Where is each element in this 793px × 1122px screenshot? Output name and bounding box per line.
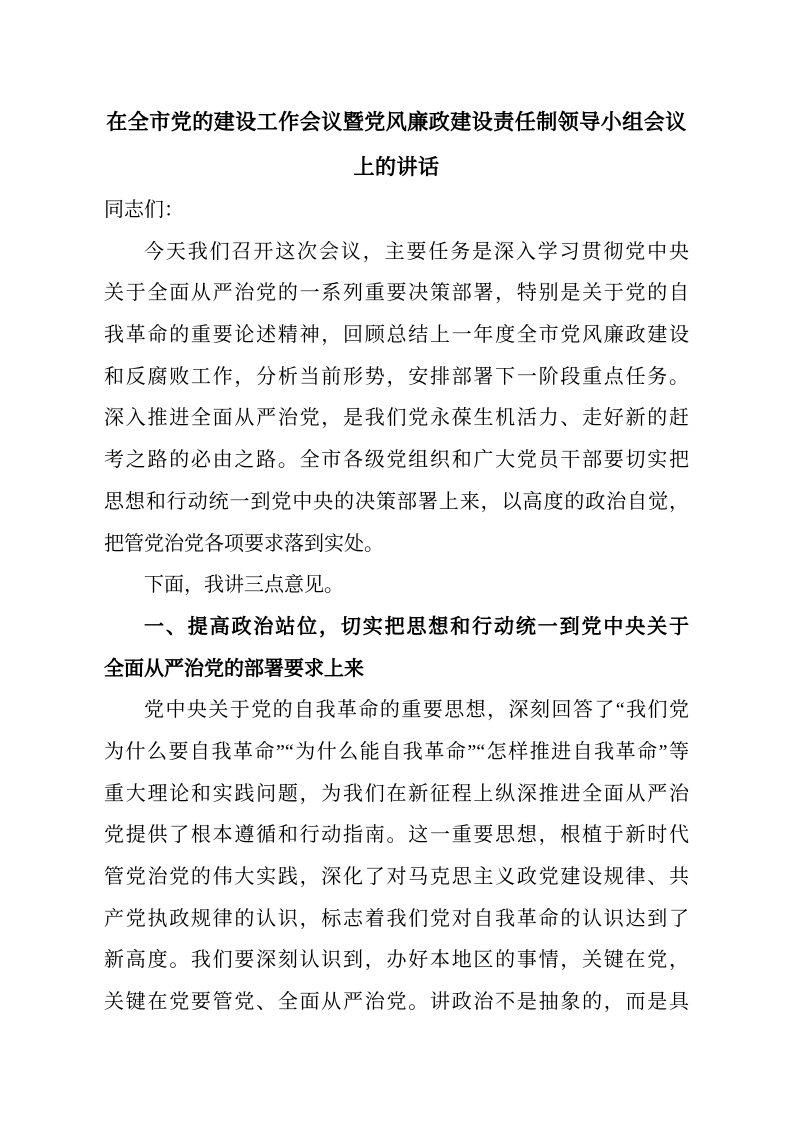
paragraph-line: 重大理论和实践问题，为我们在新征程上纵深推进全面从严治	[104, 782, 689, 805]
title-line-2: 上的讲话	[353, 155, 440, 179]
paragraph-2: 下面，我讲三点意见。	[144, 574, 344, 597]
paragraph-line: 党中央关于党的自我革命的重要思想，深刻回答了“我们党	[144, 699, 689, 722]
paragraph-line: 深入推进全面从严治党，是我们党永葆生机活力、走好新的赶	[104, 407, 689, 430]
heading-line: 全面从严治党的部署要求上来	[104, 657, 364, 680]
paragraph-line: 考之路的必由之路。全市各级党组织和广大党员干部要切实把	[104, 449, 689, 472]
paragraph-line: 产党执政规律的认识，标志着我们党对自我革命的认识达到了	[104, 907, 689, 930]
paragraph-line: 和反腐败工作，分析当前形势，安排部署下一阶段重点任务。	[104, 365, 689, 388]
title-line-1: 在全市党的建设工作会议暨党风廉政建设责任制领导小组会议	[106, 110, 687, 134]
paragraph-line: 关键在党要管党、全面从严治党。讲政治不是抽象的，而是具	[104, 991, 689, 1014]
document-content	[104, 100, 689, 1024]
section-heading-1	[104, 607, 689, 690]
paragraph-line: 新高度。我们要深刻认识到，办好本地区的事情，关键在党，	[104, 949, 689, 972]
paragraph-line: 把管党治党各项要求落到实处。	[104, 532, 384, 555]
paragraph-line: 今天我们召开这次会议，主要任务是深入学习贯彻党中央	[144, 240, 689, 263]
paragraph-line: 我革命的重要论述精神，回顾总结上一年度全市党风廉政建设	[104, 324, 689, 347]
paragraph-line: 党提供了根本遵循和行动指南。这一重要思想，根植于新时代	[104, 824, 689, 847]
paragraph-line: 思想和行动统一到党中央的决策部署上来，以高度的政治自觉，	[104, 490, 689, 513]
paragraph-1	[104, 232, 689, 566]
paragraph-3	[104, 690, 689, 1024]
paragraph-line: 为什么要自我革命”“为什么能自我革命”“怎样推进自我革命”等	[104, 740, 689, 763]
paragraph-line: 管党治党的伟大实践，深化了对马克思主义政党建设规律、共	[104, 866, 689, 888]
document-title	[104, 100, 689, 190]
salutation: 同志们：	[104, 199, 184, 221]
paragraph-line: 关于全面从严治党的一系列重要决策部署，特别是关于党的自	[104, 282, 689, 305]
heading-line: 一、提高政治站位，切实把思想和行动统一到党中央关于	[144, 615, 689, 638]
